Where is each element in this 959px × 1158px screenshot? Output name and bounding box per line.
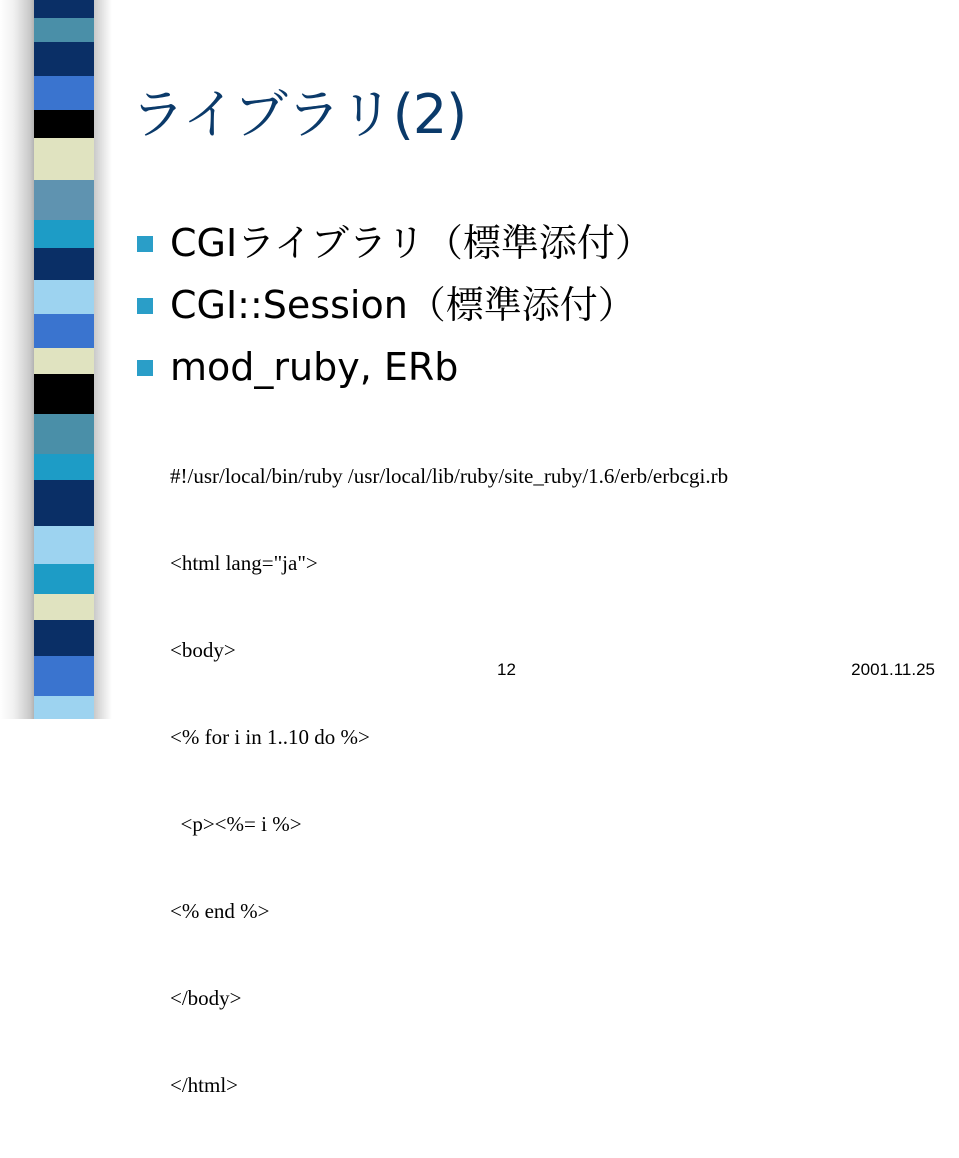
code-line: <body> [170, 638, 236, 662]
code-line: </html> [170, 1073, 239, 1097]
code-line: <p><%= i %> [170, 812, 302, 836]
band-stripe [34, 348, 94, 374]
band-stripe [34, 594, 94, 620]
band-stripe [34, 18, 94, 42]
band-stripe [34, 110, 94, 138]
square-bullet-icon [137, 236, 153, 252]
page-number: 12 [497, 660, 516, 679]
band-stripe [34, 374, 94, 414]
band-stripe [34, 526, 94, 564]
slide-title: ライブラリ(2) [131, 83, 467, 146]
band-stripe [34, 620, 94, 656]
code-line: <% for i in 1..10 do %> [170, 725, 370, 749]
band-stripe [34, 656, 94, 696]
band-stripe [34, 248, 94, 280]
band-stripe [34, 138, 94, 180]
code-line: #!/usr/local/bin/ruby /usr/local/lib/ruby/site_ruby/1.6/erb/erbcgi.rb [170, 464, 729, 488]
bullet-text: CGIライブラリ（標準添付） [170, 221, 653, 265]
square-bullet-icon [137, 298, 153, 314]
code-line: </body> [170, 986, 242, 1010]
band-stripe [34, 280, 94, 314]
band-stripe [34, 696, 94, 719]
band-stripe [34, 0, 94, 18]
code-line: <% end %> [170, 899, 270, 923]
left-decorative-band [34, 0, 94, 719]
band-stripe [34, 220, 94, 248]
code-block [170, 404, 728, 1158]
slide-date: 2001.11.25 [851, 660, 935, 679]
square-bullet-icon [137, 360, 153, 376]
band-stripe [34, 180, 94, 220]
band-stripe [34, 480, 94, 526]
band-stripe [34, 76, 94, 110]
bullet-text: mod_ruby, ERb [170, 345, 459, 389]
band-stripe [34, 42, 94, 76]
band-stripe [34, 414, 94, 454]
bullet-text: CGI::Session（標準添付） [170, 283, 636, 327]
band-stripe [34, 454, 94, 480]
band-stripe [34, 314, 94, 348]
band-stripe [34, 564, 94, 594]
code-line: <html lang="ja"> [170, 551, 318, 575]
